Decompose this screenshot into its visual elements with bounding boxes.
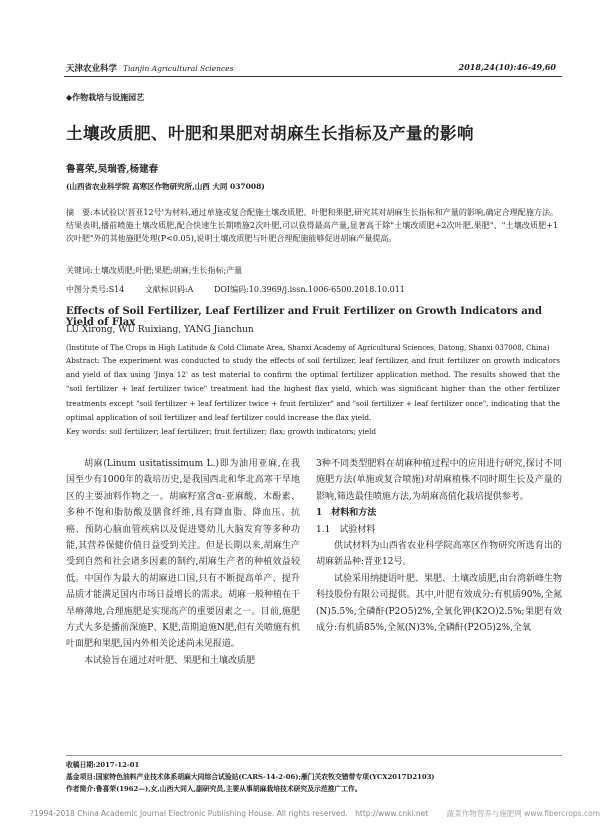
- copyright-notice[interactable]: ?1994-2018 China Academic Journal Electronic Publishing House. All rights reserved. http://www.cnki.net: [30, 809, 429, 818]
- english-affiliation: (Institute of The Crops in High Latitude & Cold Climate Area, Shanxi Academy of Agricultural Sciences, Datong, Shanxi 037008, China): [66, 344, 550, 352]
- header-rule: [64, 76, 562, 77]
- english-keywords: Key words: soil fertilizer; leaf fertilizer; fruit fertilizer; flax; growth indicators; yield: [66, 427, 377, 436]
- page-footer: [30, 808, 600, 819]
- keywords-cn: 关键词:土壤改质肥;叶肥;果肥;胡麻;生长指标;产量: [66, 266, 243, 275]
- citation: 2018,24(10):46-49,60: [458, 62, 556, 72]
- section-label: ◆作物栽培与设施园艺: [66, 92, 145, 102]
- paper-title: 土壤改质肥、叶肥和果肥对胡麻生长指标及产量的影响: [66, 124, 474, 143]
- footnotes: [66, 759, 562, 795]
- body-left-column: [66, 456, 300, 669]
- body-right-column: [316, 456, 562, 636]
- doi[interactable]: DOI编码:10.3969/j.issn.1006-6500.2018.10.011: [213, 285, 405, 294]
- footnote-rule: [66, 755, 562, 756]
- body-paragraph: 本试验旨在通过对叶肥、果肥和土壤改质肥: [84, 655, 256, 666]
- watermark: 蔬菜作物营养与施肥网 www.fibercrops.com: [446, 809, 600, 818]
- journal-name-cn: 天津农业科学: [66, 64, 118, 74]
- footnote-funding: 基金项目:国家特色油料产业技术体系胡麻大同综合试验站(CARS-14-2-06);雁门关农牧交错带专项(YCX2017D2103): [66, 773, 435, 781]
- body-paragraph: 试验采用纳捷语叶肥、果肥、土壤改质肥,由台湾新峰生物科技股份有限公司提供。其中,叶肥有效成分:有机质90%,全氮(N)5.5%,全磷酐(P2O5)2%,全氧化钾(K2O)2.5%;果肥有效成分:有机质85%,全氮(N)3%,全磷酐(P2O5)2%,全氧: [316, 573, 562, 634]
- section-heading: 1 材料和方法: [316, 508, 377, 519]
- footnote-received: 收稿日期:2017-12-01: [66, 761, 140, 769]
- affiliation: (山西省农业科学院 高寒区作物研究所,山西 大同 037008): [66, 182, 265, 191]
- body-paragraph: 3种不同类型肥料在胡麻种植过程中的应用进行研究,探讨不同施肥方法(单施或复合喷施)对胡麻植株不同时期生长及产量的影响,筛选最佳喷施方法,为胡麻高值化栽培提供参考。: [316, 459, 562, 502]
- document-code: 文献标识码:A: [144, 285, 194, 294]
- body-paragraph: 胡麻(Linum usitatissimum L.)即为油用亚麻,在我国至少有1000年的栽培历史,是我国西北和华北高寒干旱地区的主要油料作物之一。胡麻籽富含α-亚麻酸、木酚素、多种不饱和脂肪酸及膳食纤维,具有降血脂、降血压、抗癌、预防心脑血管疾病以及促进婴幼儿大脑发育等多种功能,其营养保健价值日益受到关注。但是长期以来,胡麻生产受到自然和社会诸多因素的制约,胡麻生产者的种植效益较低。中国作为最大的胡麻进口国,只有不断提高单产、提升品质才能满足国内市场日益增长的需求。胡麻一般种植在干旱瘠薄地,合理施肥是实现高产的重要因素之一。目前,施肥方式大多是播前深施P、K肥,苗期追施N肥,但有关喷施有机叶面肥和果肥,国内外相关论述尚未见报道。: [66, 459, 301, 650]
- classification: [66, 284, 558, 295]
- journal-name-en: Tianjin Agricultural Sciences: [123, 64, 234, 73]
- footnote-author: 作者简介:鲁喜荣(1962—),女,山西大同人,副研究员,主要从事胡麻栽培技术研究及示范推广工作。: [66, 785, 362, 793]
- body-paragraph: 供试材料为山西省农业科学院高寒区作物研究所选育出的胡麻新品种:晋亚12号。: [316, 541, 562, 568]
- journal-header: [66, 62, 233, 74]
- english-title: Effects of Soil Fertilizer, Leaf Fertilizer and Fruit Fertilizer on Growth Indicators and Yield of Flax: [66, 306, 543, 328]
- english-authors: LU Xirong, WU Ruixiang, YANG Jianchun: [66, 325, 254, 335]
- subsection-heading: 1.1 试验材料: [316, 524, 376, 535]
- abstract-cn: 摘 要:本试验以'晋亚12号'为材料,通过单施或复合配施土壤改质肥、叶肥和果肥,研究其对胡麻生长指标和产量的影响,确定合理配施方法。结果表明,播前喷施土壤改质肥,配合快速生长期喷施2次叶肥,可以获得最高产量,显著高于除"土壤改质肥+2次叶肥,果肥"、"土壤改质肥+1次叶肥"外的其他施肥处理(P<0.05),说明土壤改质肥与叶肥合理配施能够促进胡麻产量提高。: [66, 208, 558, 243]
- authors: 鲁喜荣,吴瑞香,杨建春: [66, 164, 159, 175]
- clc-number: 中图分类号:S14: [66, 285, 125, 294]
- english-abstract: Abstract: The experiment was conducted to study the effects of soil fertilizer, leaf fertilizer, and fruit fertilizer on growth indicators and yield of flax using 'Jinya 12' as test material to confirm the optimal fertilizer application method. The results showed that the "soil fertilizer + leaf fertilizer twice" treatment had the highest flax yield, which was significant higher than the other fertilizer treatments except "soil fertilizer + leaf fertilizer twice + fruit fertilizer" and "soil fertilizer + leaf fertilizer once", indicating that the optimal application of soil fertilizer and leaf fertilizer could increase the flax yield.: [66, 356, 560, 422]
